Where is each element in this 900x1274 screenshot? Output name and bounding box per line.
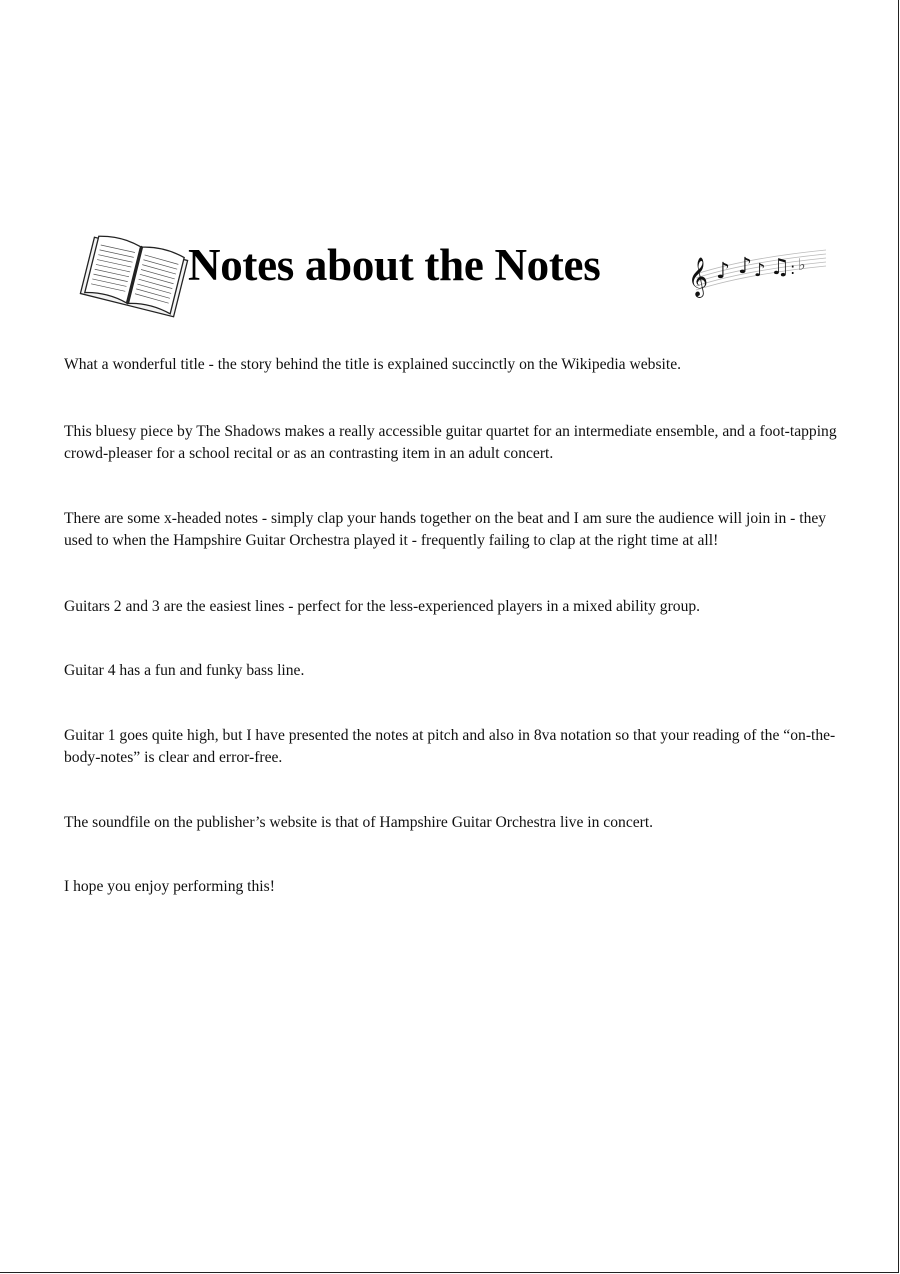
- title-header: [78, 232, 838, 324]
- paragraph-closing: I hope you enjoy performing this!: [64, 878, 275, 895]
- svg-text:♪: ♪: [716, 259, 731, 284]
- paragraph-guitars-2-3: Guitars 2 and 3 are the easiest lines - perfect for the less-experienced players in a mixed ability group.: [64, 597, 701, 615]
- svg-text:♭: ♭: [798, 255, 806, 274]
- svg-text:♪: ♪: [738, 254, 753, 279]
- open-book-icon: [78, 232, 190, 322]
- paragraph-title-story: What a wonderful title - the story behind the title is explained succinctly on the Wikipedia website.: [64, 356, 682, 373]
- page-title: Notes about the Notes: [188, 240, 601, 290]
- svg-text:𝄞: 𝄞: [688, 257, 709, 297]
- paragraph-bluesy-piece: This bluesy piece by The Shadows makes a really accessible guitar quartet for an intermediate ensemble, and a foot-tapping crowd-pleaser for a school recital or as an contrasting item in an adult concert.: [64, 422, 837, 462]
- music-notes-icon: [686, 240, 831, 298]
- paragraph-guitar-4: Guitar 4 has a fun and funky bass line.: [64, 662, 305, 679]
- svg-text:♫: ♫: [770, 255, 790, 280]
- document-body: [64, 354, 844, 899]
- paragraph-x-headed-notes: There are some x-headed notes - simply clap your hands together on the beat and I am sure the audience will join in - they used to when the Hampshire Guitar Orchestra played it - frequently failing to clap at the right time at all!: [64, 509, 827, 549]
- svg-text::: :: [790, 259, 796, 278]
- paragraph-soundfile: The soundfile on the publisher’s website is that of Hampshire Guitar Orchestra live in concert.: [64, 813, 654, 831]
- svg-text:♪: ♪: [754, 260, 766, 281]
- paragraph-guitar-1: Guitar 1 goes quite high, but I have presented the notes at pitch and also in 8va notation so that your reading of the “on-the-body-notes” is clear and error-free.: [64, 726, 836, 766]
